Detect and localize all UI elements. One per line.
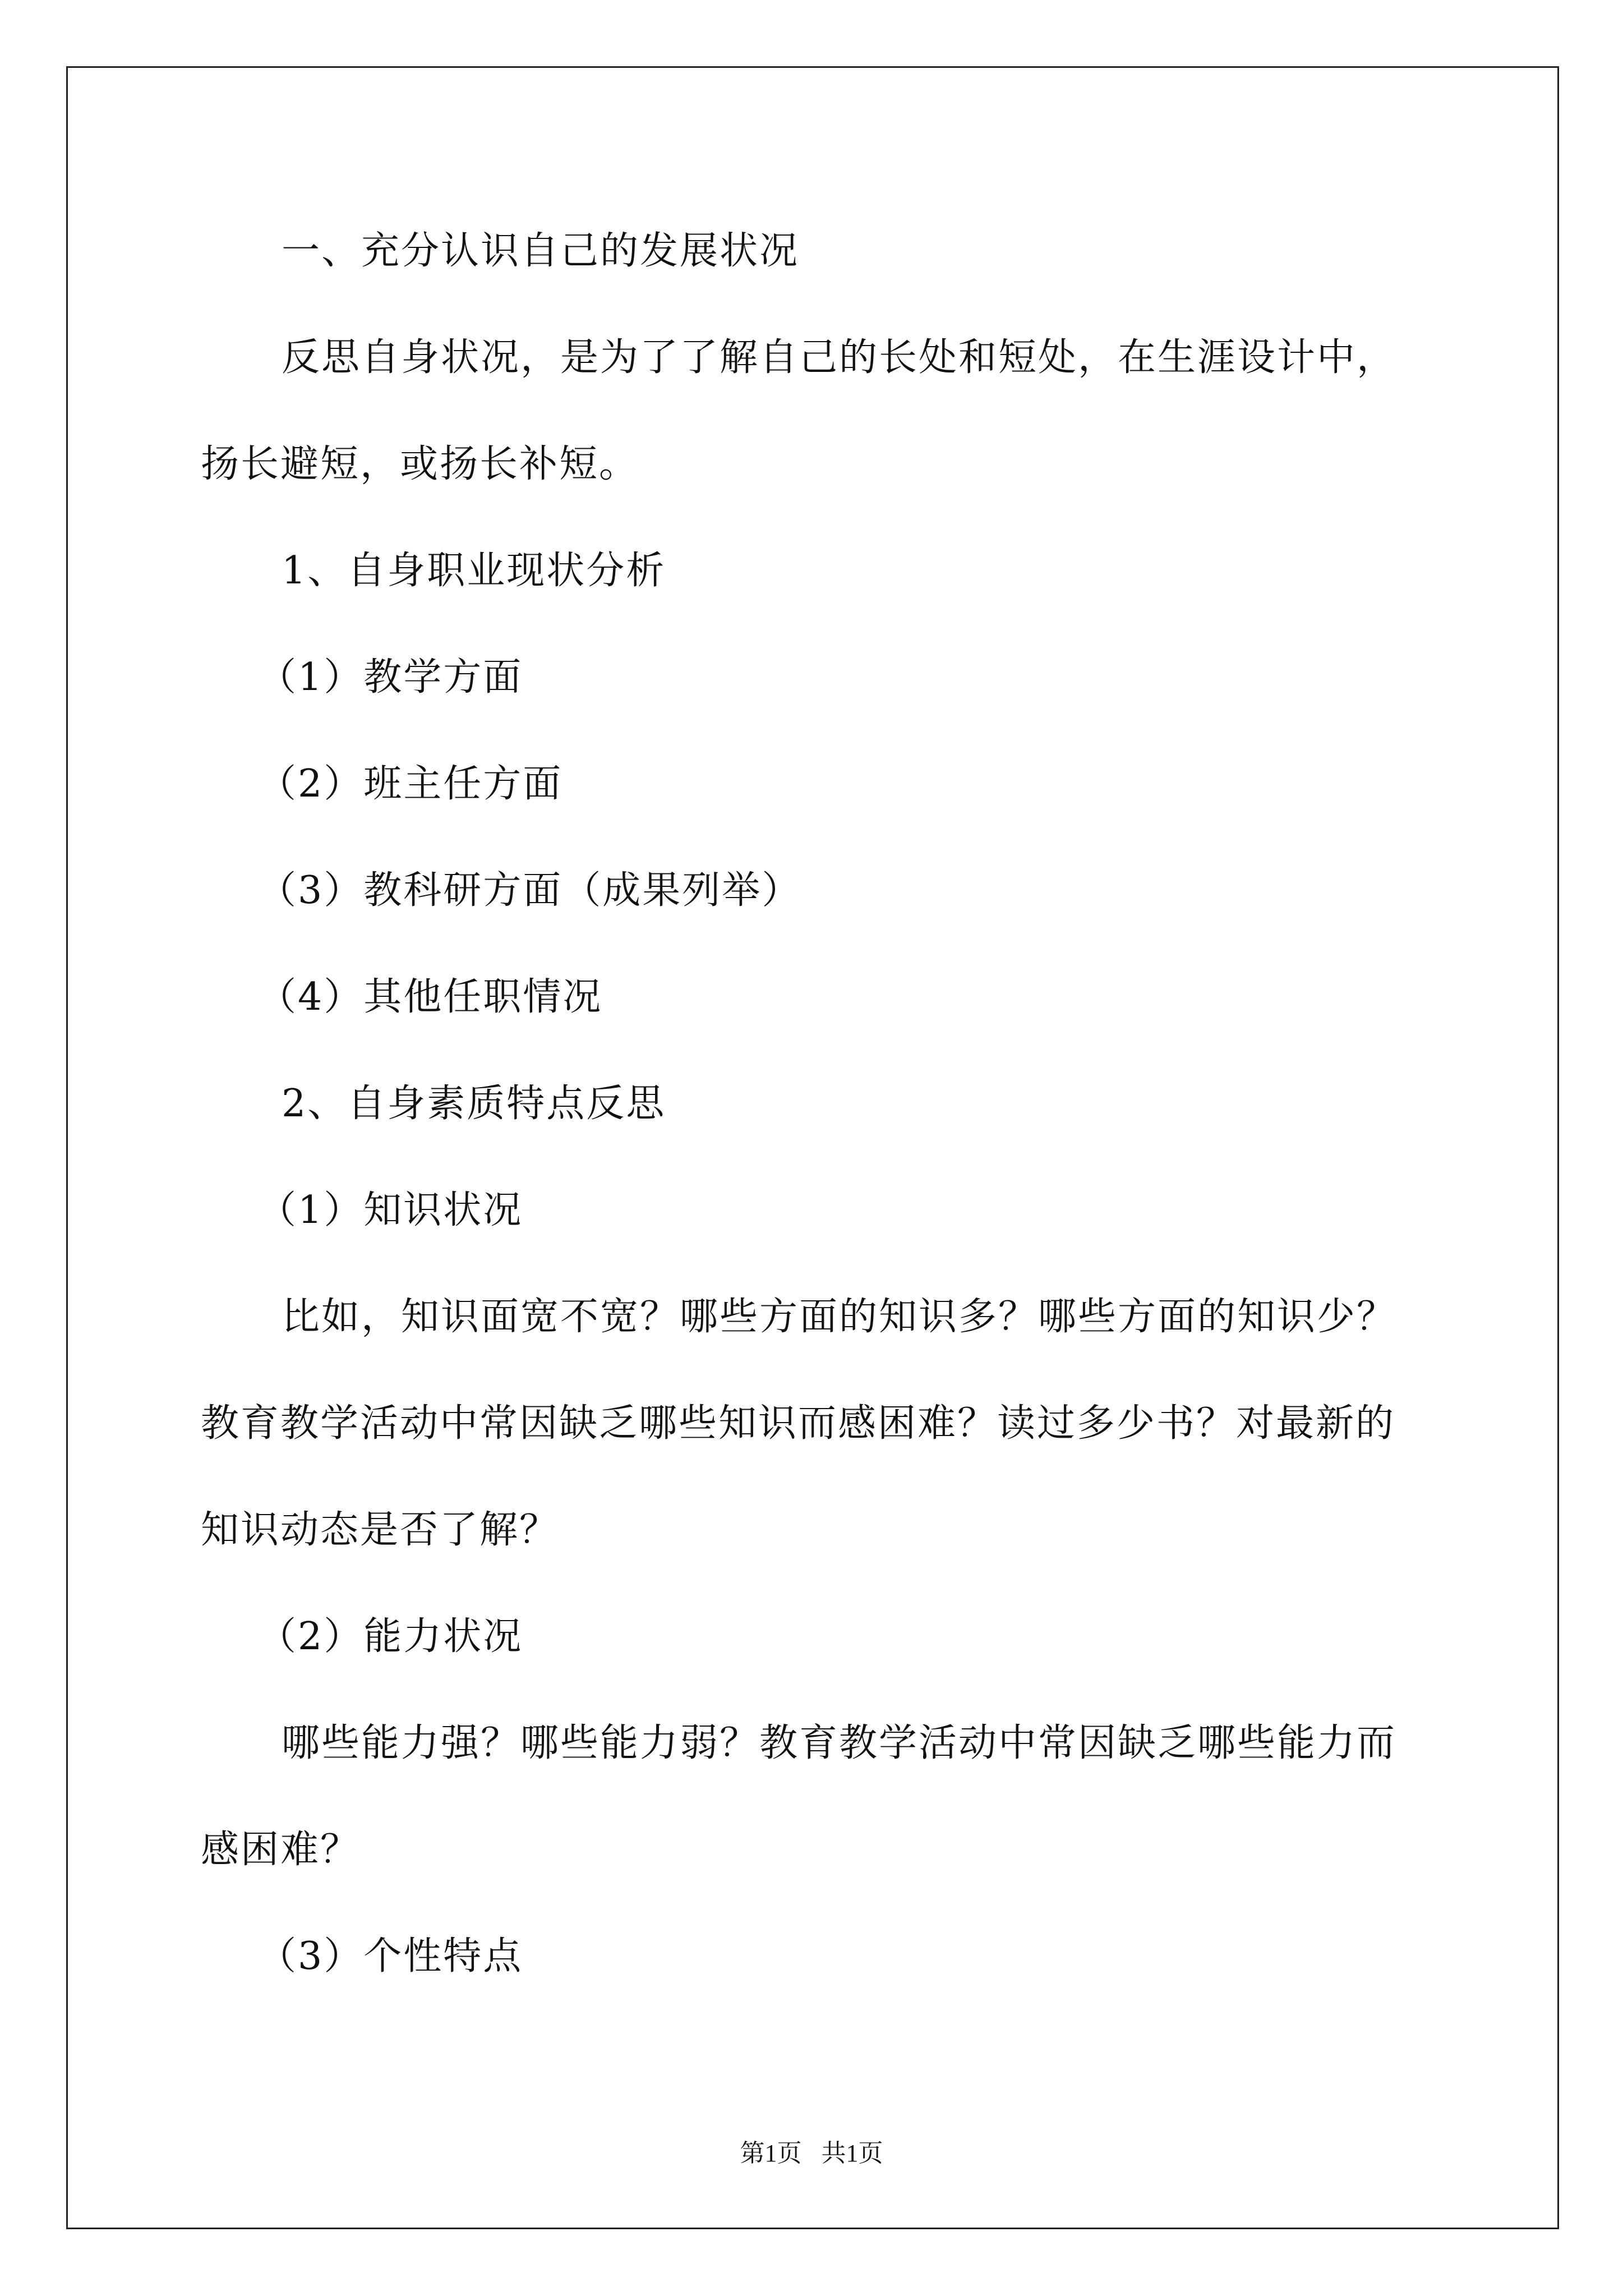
subsection-heading: 1、自身职业现状分析 — [282, 549, 666, 593]
paragraph-line: 感困难？ — [201, 1828, 361, 1872]
list-item: （3）个性特点 — [258, 1934, 523, 1978]
paragraph-line: 比如，知识面宽不宽？哪些方面的知识多？哪些方面的知识少？ — [282, 1295, 1397, 1339]
paragraph-line: 教育教学活动中常因缺乏哪些知识而感困难？读过多少书？对最新的 — [201, 1401, 1396, 1446]
list-item: （3）教科研方面（成果列举） — [258, 868, 802, 913]
section-heading: 一、充分认识自己的发展状况 — [282, 229, 800, 273]
subsection-heading: 2、自身素质特点反思 — [282, 1082, 666, 1126]
page-footer — [0, 2133, 1623, 2169]
page-border — [66, 66, 1559, 2229]
list-item: （4）其他任职情况 — [258, 975, 603, 1019]
paragraph-line: 反思自身状况，是为了了解自己的长处和短处，在生涯设计中， — [282, 335, 1397, 380]
paragraph-line: 知识动态是否了解？ — [201, 1508, 560, 1552]
paragraph-line: 哪些能力强？哪些能力弱？教育教学活动中常因缺乏哪些能力而 — [282, 1721, 1397, 1765]
list-item: （1）知识状况 — [258, 1188, 523, 1232]
list-item: （2）能力状况 — [258, 1614, 523, 1659]
page-total: 共1页 — [821, 2139, 883, 2167]
paragraph-line: 扬长避短，或扬长补短。 — [201, 442, 639, 486]
list-item: （2）班主任方面 — [258, 762, 563, 806]
page-number: 第1页 — [740, 2139, 802, 2167]
list-item: （1）教学方面 — [258, 655, 523, 700]
